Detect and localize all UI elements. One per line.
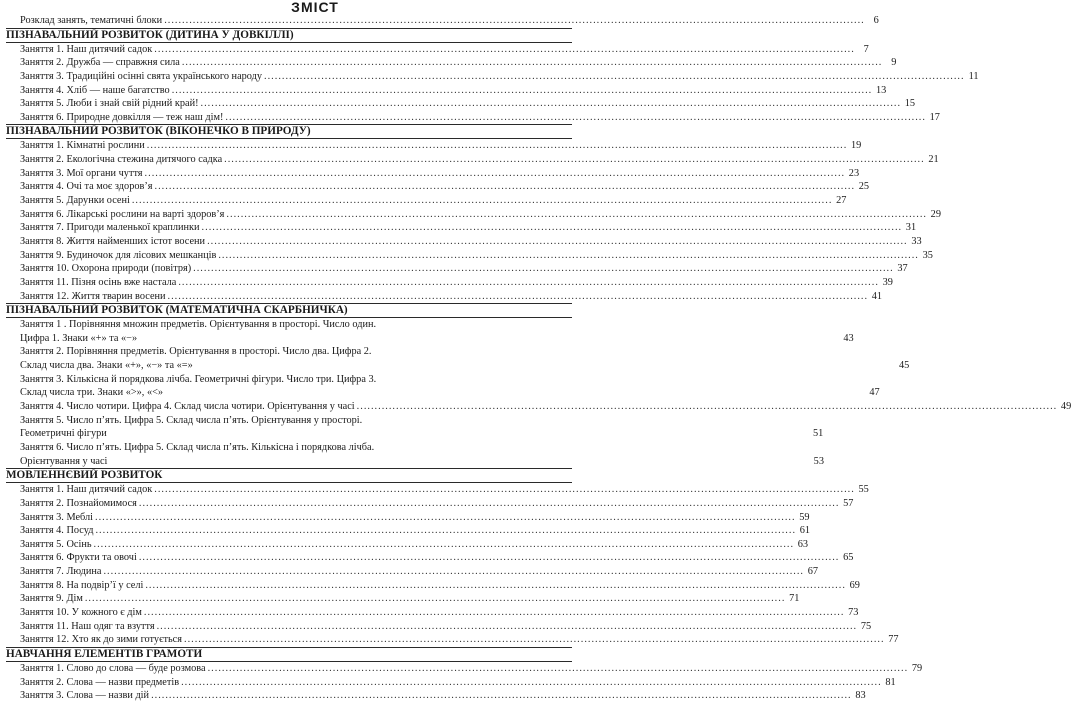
toc-entry-text: Заняття 8. Життя найменших істот восени (20, 235, 206, 247)
toc-page-number: 75 (860, 620, 872, 632)
toc-entry-text: Заняття 3. Меблі (20, 511, 94, 523)
toc-entry[interactable] (6, 565, 818, 579)
toc-entry-text: Заняття 1 . Порівняння множин предметів. Орієнтування в просторі. Число один. (20, 319, 377, 331)
toc-page-number: 43 (843, 332, 854, 344)
toc-page-number: 9 (891, 57, 897, 69)
toc-entry[interactable] (6, 689, 866, 703)
toc-entry-text: Геометричні фігури (20, 428, 107, 440)
toc-entry-text: Склад числа два. Знаки «+», «−» та «=» (20, 360, 193, 372)
toc-page-number: 47 (869, 387, 880, 399)
toc-entry[interactable] (6, 511, 810, 525)
toc-entry-text: Склад числа три. Знаки «>», «<» (20, 387, 164, 399)
toc-entry[interactable] (6, 400, 1072, 414)
dot-leader (184, 633, 885, 647)
dot-leader (151, 689, 852, 703)
toc-page-number: 49 (1060, 401, 1072, 413)
toc-entry-text: Заняття 4. Очі та моє здоров’я (20, 181, 153, 193)
toc-entry-text: Заняття 7. Людина (20, 566, 102, 578)
toc-entry[interactable] (6, 139, 862, 153)
toc-entry[interactable] (6, 332, 854, 346)
toc-entry[interactable] (6, 524, 811, 538)
toc-entry-text: Заняття 5. Осінь (20, 538, 92, 550)
toc-entry[interactable] (6, 373, 572, 387)
toc-entry[interactable] (6, 235, 922, 249)
toc-entry[interactable] (6, 194, 847, 208)
toc-entry-text: Заняття 5. Дарунки осені (20, 195, 130, 207)
toc-page-number: 57 (843, 497, 854, 509)
toc-entry[interactable] (6, 620, 872, 634)
toc-page-number: 61 (799, 525, 811, 537)
toc-entry[interactable] (6, 56, 897, 70)
toc-page-number: 15 (904, 98, 916, 110)
toc-entry[interactable] (6, 441, 572, 455)
toc-entry-text: Цифра 1. Знаки «+» та «−» (20, 332, 138, 344)
toc-entry-text: Заняття 6. Лікарські рослини на варті здоров’я (20, 208, 225, 220)
dot-leader (147, 139, 848, 153)
dot-leader (94, 538, 795, 552)
toc-entry[interactable] (6, 551, 854, 565)
toc-page-number: 81 (885, 676, 896, 688)
dot-leader (168, 290, 869, 304)
toc-entry[interactable] (6, 111, 940, 125)
toc-entry[interactable] (6, 318, 572, 332)
toc-page-number: 11 (968, 70, 979, 82)
toc-entry[interactable] (6, 290, 883, 304)
dot-leader (145, 167, 846, 181)
toc-entry-text: Заняття 3. Кількісна й порядкова лічба. Геометричні фігури. Число три. Цифра 3. (20, 373, 377, 385)
toc-entry[interactable] (6, 497, 854, 511)
toc-entry-text: Заняття 1. Кімнатні рослини (20, 140, 145, 152)
dot-leader (164, 14, 865, 28)
toc-entry-text: Заняття 5. Число п’ять. Цифра 5. Склад числа п’ять. Орієнтування у просторі. (20, 414, 363, 426)
toc-page-number: 31 (905, 222, 917, 234)
dot-leader (182, 56, 883, 70)
toc-entry[interactable] (6, 427, 824, 441)
toc-entry[interactable] (6, 249, 933, 263)
section-heading: МОВЛЕННЄВИЙ РОЗВИТОК (6, 468, 572, 483)
toc-page-number: 33 (911, 235, 922, 247)
toc-entry[interactable] (6, 153, 939, 167)
dot-leader (95, 511, 796, 525)
dot-leader (178, 276, 879, 290)
dot-leader (172, 84, 873, 98)
toc-entry-text: Заняття 8. На подвір’ї у селі (20, 579, 144, 591)
dot-leader (218, 249, 919, 263)
toc-page-number: 25 (858, 181, 870, 193)
toc-entry[interactable] (6, 262, 908, 276)
dot-leader (157, 620, 858, 634)
toc-entry-text: Заняття 10. Охорона природи (повітря) (20, 263, 192, 275)
dot-leader (224, 153, 925, 167)
toc-entry-text: Заняття 12. Хто як до зими готується (20, 634, 182, 646)
toc-page-number: 6 (873, 15, 879, 26)
dot-leader (154, 483, 855, 497)
dot-leader (155, 180, 856, 194)
toc-entry[interactable] (6, 345, 572, 359)
page-title: ЗМІСТ (291, 0, 339, 15)
toc-entry[interactable] (6, 43, 869, 57)
toc-entry[interactable] (6, 538, 809, 552)
toc-entry[interactable] (6, 633, 899, 647)
toc-entry-text: Заняття 3. Мої органи чуття (20, 167, 143, 179)
toc-entry[interactable] (6, 359, 910, 373)
toc-entry[interactable] (6, 70, 979, 84)
dot-leader (207, 235, 908, 249)
toc-page-number: 39 (882, 276, 893, 288)
toc-entry[interactable] (6, 606, 859, 620)
toc-entry-text: Заняття 2. Слова — назви предметів (20, 676, 180, 688)
toc-page-number: 17 (929, 111, 940, 123)
dot-leader (202, 221, 903, 235)
toc-entry-text: Заняття 11. Наш одяг та взуття (20, 620, 155, 632)
toc-entry[interactable] (6, 592, 800, 606)
toc-page-number: 41 (871, 290, 883, 302)
toc-entry[interactable] (6, 276, 893, 290)
toc-entry-text: Заняття 10. У кожного є дім (20, 606, 142, 618)
toc-entry-text: Заняття 3. Традиційні осінні свята українського народу (20, 70, 263, 82)
table-of-contents (6, 0, 1072, 703)
toc-entry[interactable] (6, 662, 923, 676)
toc-entry-text: Заняття 2. Дружба — справжня сила (20, 57, 180, 69)
toc-entry-text: Орієнтування у часі (20, 455, 108, 467)
toc-entry-text: Заняття 6. Фрукти та овочі (20, 552, 137, 564)
dot-leader (193, 262, 894, 276)
toc-entry[interactable] (6, 676, 896, 690)
toc-page-number: 73 (848, 606, 859, 618)
toc-entry-text: Заняття 11. Пізня осінь вже настала (20, 276, 177, 288)
toc-page-number: 69 (849, 579, 860, 591)
toc-page-number: 45 (899, 360, 910, 372)
dot-leader (357, 400, 1058, 414)
toc-page-number: 35 (922, 249, 933, 261)
toc-sections (6, 28, 1072, 703)
toc-entry-text: Заняття 6. Число п’ять. Цифра 5. Склад числа п’ять. Кількісна і порядкова лічба. (20, 441, 375, 453)
toc-page-number: 55 (858, 484, 869, 496)
toc-page-number: 29 (930, 208, 941, 220)
toc-entry-text: Заняття 4. Посуд (20, 525, 94, 537)
toc-entry[interactable] (6, 167, 860, 181)
toc-page-number: 77 (888, 634, 899, 646)
toc-page-number: 27 (836, 195, 847, 207)
toc-page-number: 21 (928, 154, 939, 166)
toc-entry-text: Заняття 9. Будиночок для лісових мешканців (20, 249, 217, 261)
toc-entry-text: Заняття 2. Порівняння предметів. Орієнтування в просторі. Число два. Цифра 2. (20, 346, 372, 358)
toc-entry-text: Заняття 1. Наш дитячий садок (20, 43, 153, 55)
toc-page-number: 65 (843, 552, 854, 564)
dot-leader (226, 208, 927, 222)
toc-page-number: 67 (807, 566, 818, 578)
toc-entry-text: Заняття 9. Дім (20, 593, 83, 605)
dot-leader (103, 565, 804, 579)
section-heading: НАВЧАННЯ ЕЛЕМЕНТІВ ГРАМОТИ (6, 647, 572, 662)
toc-entry-text: Заняття 4. Число чотири. Цифра 4. Склад числа чотири. Орієнтування у часі (20, 401, 355, 413)
toc-entry-text: Заняття 12. Життя тварин восени (20, 290, 166, 302)
dot-leader (85, 592, 786, 606)
toc-entry-text: Заняття 3. Слова — назви дій (20, 690, 150, 702)
toc-entry-text: Заняття 6. Природне довкілля — теж наш дім! (20, 111, 224, 123)
toc-entry[interactable] (6, 97, 916, 111)
dot-leader (95, 524, 796, 538)
toc-entry-text: Заняття 7. Пригоди маленької краплинки (20, 222, 200, 234)
toc-page-number: 53 (813, 455, 824, 467)
section-heading: ПІЗНАВАЛЬНИЙ РОЗВИТОК (ДИТИНА У ДОВКІЛЛІ) (6, 28, 572, 43)
toc-entry-text: Заняття 2. Екологічна стежина дитячого садка (20, 154, 223, 166)
toc-entry[interactable] (6, 455, 824, 469)
toc-entry-text: Заняття 1. Слово до слова — буде розмова (20, 662, 206, 674)
toc-entry[interactable] (6, 208, 941, 222)
section-heading: ПІЗНАВАЛЬНИЙ РОЗВИТОК (ВІКОНЕЧКО В ПРИРОДУ) (6, 124, 572, 139)
toc-page-number: 7 (863, 43, 869, 55)
section-heading: ПІЗНАВАЛЬНИЙ РОЗВИТОК (МАТЕМАТИЧНА СКАРБНИЧКА) (6, 303, 572, 318)
toc-entry-text: Розклад занять, тематичні блоки (20, 15, 163, 26)
dot-leader (225, 111, 926, 125)
toc-entry[interactable] (6, 386, 880, 400)
toc-page-number: 79 (911, 662, 923, 674)
dot-leader (201, 97, 902, 111)
dot-leader (264, 70, 965, 84)
dot-leader (208, 662, 909, 676)
toc-entry-intro[interactable] (6, 14, 879, 28)
toc-page-number: 83 (855, 690, 866, 702)
toc-entry[interactable] (6, 414, 572, 428)
dot-leader (139, 497, 840, 511)
toc-page-number: 71 (789, 593, 800, 605)
dot-leader (144, 606, 845, 620)
toc-page-number: 13 (875, 84, 887, 96)
dot-leader (154, 43, 855, 57)
dot-leader (132, 194, 833, 208)
toc-page-number: 23 (848, 167, 860, 179)
toc-entry-text: Заняття 4. Хліб — наше багатство (20, 84, 170, 96)
toc-page-number: 37 (897, 263, 908, 275)
toc-entry[interactable] (6, 579, 860, 593)
toc-entry-text: Заняття 1. Наш дитячий садок (20, 484, 153, 496)
toc-entry-text: Заняття 2. Познайомимося (20, 497, 137, 509)
toc-page-number: 51 (813, 428, 824, 440)
toc-entry[interactable] (6, 180, 870, 194)
toc-page-number: 59 (799, 511, 810, 523)
toc-entry-text: Заняття 5. Люби і знай свій рідний край! (20, 98, 199, 110)
toc-entry[interactable] (6, 84, 887, 98)
toc-entry[interactable] (6, 221, 917, 235)
toc-page-number: 63 (797, 538, 809, 550)
toc-entry[interactable] (6, 483, 869, 497)
dot-leader (139, 551, 840, 565)
toc-page-number: 19 (851, 140, 862, 152)
dot-leader (145, 579, 846, 593)
dot-leader (181, 676, 882, 690)
